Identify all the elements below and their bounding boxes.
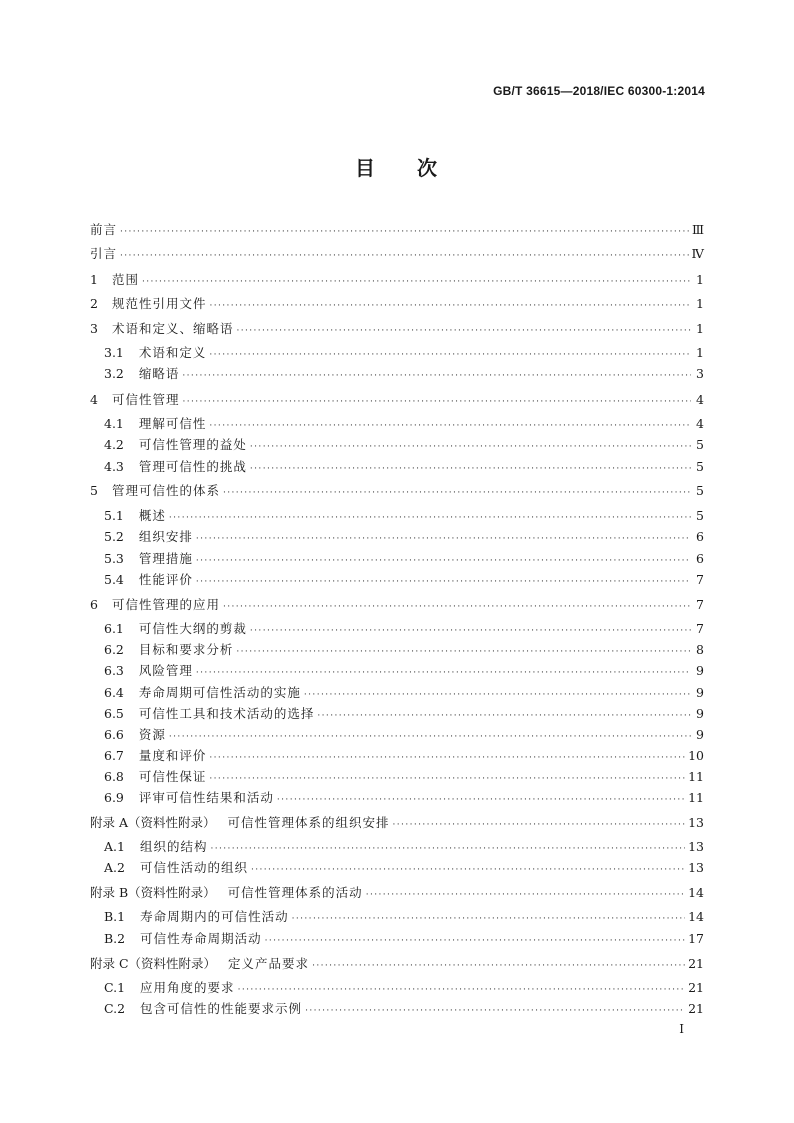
toc-entry-label: 寿命周期可信性活动的实施: [138, 685, 301, 700]
toc-entry-page: 21: [688, 980, 704, 995]
toc-entry[interactable]: [104, 620, 704, 638]
toc-entry-number: 6.3: [104, 663, 124, 678]
toc-entry-page: 9: [696, 663, 704, 678]
toc-leader-dots: [317, 707, 691, 725]
toc-entry-number: C.2: [104, 1001, 126, 1016]
toc-entry-label: 量度和评价: [138, 748, 207, 763]
toc-entry[interactable]: [104, 1000, 704, 1018]
toc-leader-dots: [366, 886, 685, 904]
toc-leader-dots: [265, 932, 685, 950]
toc-entry[interactable]: [104, 979, 704, 997]
toc-entry-number: 附录 C（资料性附录）: [90, 956, 217, 971]
toc-entry[interactable]: [104, 458, 704, 476]
toc-leader-dots: [196, 530, 691, 548]
toc-leader-dots: [182, 393, 691, 411]
toc-leader-dots: [304, 686, 691, 704]
toc-leader-dots: [210, 840, 685, 858]
toc-entry-number: 6.5: [104, 706, 124, 721]
toc-entry-number: 附录 A（资料性附录）: [90, 815, 216, 830]
toc-entry-number: 6.4: [104, 685, 124, 700]
toc-entry-page: 11: [688, 769, 704, 784]
toc-leader-dots: [142, 273, 691, 291]
toc-entry-page: 10: [688, 748, 704, 763]
page-title-left: 目: [355, 156, 377, 180]
toc-entry-number: 6.7: [104, 748, 124, 763]
toc-leader-dots: [169, 728, 691, 746]
toc-entry-number: A.2: [104, 860, 125, 875]
toc-entry[interactable]: [104, 684, 704, 702]
toc-entry[interactable]: [104, 768, 704, 786]
toc-entry-number: 3: [90, 321, 98, 336]
toc-entry-label: 管理可信性的体系: [111, 483, 220, 498]
toc-entry-label: 定义产品要求: [228, 956, 310, 971]
toc-entry[interactable]: [90, 320, 704, 338]
toc-entry-page: 1: [696, 345, 704, 360]
toc-leader-dots: [223, 484, 691, 502]
toc-leader-dots: [250, 438, 691, 456]
toc-entry-label: 评审可信性结果和活动: [138, 790, 274, 805]
toc-leader-dots: [120, 247, 688, 265]
toc-entry-number: 3.1: [104, 345, 124, 360]
toc-entry[interactable]: [90, 391, 704, 409]
toc-entry-page: 13: [688, 860, 704, 875]
toc-entry[interactable]: [90, 814, 704, 832]
toc-entry-page: 5: [696, 459, 704, 474]
toc-entry[interactable]: [104, 507, 704, 525]
toc-entry-label: 应用角度的要求: [140, 980, 235, 995]
toc-entry-page: 21: [688, 956, 704, 971]
toc-entry[interactable]: [104, 789, 704, 807]
toc-entry-label: 可信性活动的组织: [139, 860, 248, 875]
toc-leader-dots: [209, 346, 691, 364]
toc-entry-label: 寿命周期内的可信性活动: [140, 909, 289, 924]
toc-entry-page: 1: [696, 296, 704, 311]
page-number: I: [679, 1022, 684, 1036]
toc-entry-label: 管理措施: [138, 551, 193, 566]
toc-entry-number: 5.2: [104, 529, 124, 544]
toc-entry-page: 14: [688, 885, 704, 900]
toc-entry-number: 4.1: [104, 416, 124, 431]
toc-leader-dots: [169, 509, 691, 527]
toc-entry-label: 风险管理: [138, 663, 193, 678]
toc-leader-dots: [182, 367, 691, 385]
toc-entry-label: 可信性管理: [111, 392, 180, 407]
toc-entry[interactable]: [90, 482, 704, 500]
toc-leader-dots: [209, 417, 691, 435]
toc-entry-label: 概述: [138, 508, 166, 523]
toc-entry-label: 可信性管理体系的组织安排: [227, 815, 390, 830]
toc-entry[interactable]: [90, 596, 704, 614]
toc-entry[interactable]: [104, 571, 704, 589]
toc-entry[interactable]: [104, 908, 704, 926]
toc-entry-number: 4.2: [104, 437, 124, 452]
toc-entry-label: 引言: [90, 246, 118, 261]
page-title-right: 次: [417, 156, 439, 180]
toc-entry-page: 6: [696, 551, 704, 566]
toc-entry-label: 可信性寿命周期活动: [140, 931, 262, 946]
toc-entry-page: 9: [696, 706, 704, 721]
toc-entry-page: 3: [696, 366, 704, 381]
toc-entry-number: 3.2: [104, 366, 124, 381]
toc-leader-dots: [236, 643, 691, 661]
toc-entry-page: 6: [696, 529, 704, 544]
toc-entry-number: C.1: [104, 980, 126, 995]
toc-entry-page: 8: [696, 642, 704, 657]
toc-entry-number: 4: [90, 392, 98, 407]
toc-entry-page: 4: [696, 392, 704, 407]
toc-entry-page: 21: [688, 1001, 704, 1016]
toc-entry[interactable]: [104, 550, 704, 568]
toc-leader-dots: [209, 297, 691, 315]
toc-entry-label: 理解可信性: [138, 416, 207, 431]
toc-entry-page: 13: [688, 815, 704, 830]
toc-entry-number: 5.4: [104, 572, 124, 587]
toc-entry-label: 目标和要求分析: [138, 642, 234, 657]
toc-entry-page: 13: [688, 839, 704, 854]
toc-leader-dots: [209, 749, 685, 767]
toc-entry-page: Ⅳ: [691, 246, 704, 261]
toc-entry-page: 9: [696, 727, 704, 742]
toc-entry-page: 1: [696, 272, 704, 287]
toc-entry-label: 可信性大纲的剪裁: [138, 621, 247, 636]
toc-entry-number: 6.8: [104, 769, 124, 784]
toc-entry[interactable]: [104, 859, 704, 877]
toc-entry-page: 7: [696, 597, 704, 612]
toc-entry-page: 5: [696, 508, 704, 523]
toc-entry-label: 可信性管理的应用: [111, 597, 220, 612]
toc-entry-number: 6.9: [104, 790, 124, 805]
toc-entry-label: 管理可信性的挑战: [138, 459, 247, 474]
toc-entry-number: A.1: [104, 839, 125, 854]
toc-entry-page: 9: [696, 685, 704, 700]
toc-entry-number: 6.1: [104, 621, 124, 636]
toc-entry[interactable]: [104, 747, 704, 765]
toc-entry[interactable]: [104, 344, 704, 362]
toc-leader-dots: [236, 322, 691, 340]
toc-entry-number: B.2: [104, 931, 126, 946]
toc-entry-page: 4: [696, 416, 704, 431]
toc-leader-dots: [251, 861, 685, 879]
toc-entry[interactable]: [90, 221, 704, 239]
toc-entry-label: 规范性引用文件: [111, 296, 207, 311]
toc-leader-dots: [393, 816, 686, 834]
toc-entry[interactable]: [104, 415, 704, 433]
toc-entry-number: 5.1: [104, 508, 124, 523]
toc-entry-number: 2: [90, 296, 98, 311]
toc-entry-label: 术语和定义: [138, 345, 207, 360]
toc-entry-label: 组织安排: [138, 529, 193, 544]
toc-entry[interactable]: [104, 838, 704, 856]
toc-entry-number: 6.2: [104, 642, 124, 657]
toc-entry-label: 资源: [138, 727, 166, 742]
toc-leader-dots: [305, 1002, 685, 1020]
toc-entry-label: 术语和定义、缩略语: [111, 321, 234, 336]
toc-entry[interactable]: [104, 365, 704, 383]
toc-leader-dots: [209, 770, 685, 788]
toc-entry-label: 可信性工具和技术活动的选择: [138, 706, 315, 721]
toc-entry-label: 可信性管理的益处: [138, 437, 247, 452]
toc-entry-label: 范围: [111, 272, 139, 287]
toc-entry[interactable]: [104, 930, 704, 948]
toc-leader-dots: [196, 664, 691, 682]
toc-entry[interactable]: [104, 641, 704, 659]
toc-entry-page: 7: [696, 572, 704, 587]
toc-entry[interactable]: [90, 271, 704, 289]
toc-leader-dots: [120, 223, 689, 241]
toc-entry-page: 7: [696, 621, 704, 636]
toc-entry-number: 1: [90, 272, 98, 287]
toc-entry-page: Ⅲ: [691, 222, 704, 237]
toc-entry-label: 组织的结构: [139, 839, 208, 854]
toc-entry-page: 1: [696, 321, 704, 336]
toc-entry[interactable]: [104, 726, 704, 744]
toc-entry[interactable]: [90, 955, 704, 973]
toc-leader-dots: [250, 622, 691, 640]
toc-entry-page: 5: [696, 437, 704, 452]
toc-leader-dots: [292, 910, 685, 928]
toc-entry[interactable]: [104, 705, 704, 723]
toc-entry-number: 附录 B（资料性附录）: [90, 885, 216, 900]
toc-entry-page: 11: [688, 790, 704, 805]
toc-entry-label: 包含可信性的性能要求示例: [140, 1001, 303, 1016]
toc-entry-label: 缩略语: [138, 366, 180, 381]
toc-entry-number: 5.3: [104, 551, 124, 566]
toc-entry-label: 性能评价: [138, 572, 193, 587]
document-code: GB/T 36615—2018/IEC 60300-1:2014: [493, 84, 705, 98]
toc-entry-number: B.1: [104, 909, 126, 924]
toc-entry[interactable]: [90, 884, 704, 902]
toc-entry[interactable]: [104, 528, 704, 546]
toc-leader-dots: [250, 460, 691, 478]
toc-entry-number: 4.3: [104, 459, 124, 474]
toc-entry-page: 14: [688, 909, 704, 924]
toc-entry[interactable]: [90, 245, 704, 263]
toc-entry[interactable]: [90, 295, 704, 313]
toc-entry-page: 5: [696, 483, 704, 498]
toc-leader-dots: [196, 573, 691, 591]
toc-leader-dots: [238, 981, 686, 999]
toc-entry-page: 17: [688, 931, 704, 946]
toc-leader-dots: [223, 598, 691, 616]
toc-leader-dots: [196, 552, 691, 570]
toc-entry[interactable]: [104, 436, 704, 454]
toc-entry[interactable]: [104, 662, 704, 680]
toc-entry-label: 可信性保证: [138, 769, 207, 784]
toc-leader-dots: [312, 957, 685, 975]
toc-entry-number: 6.6: [104, 727, 124, 742]
toc-leader-dots: [277, 791, 685, 809]
toc-entry-number: 6: [90, 597, 98, 612]
toc-entry-number: 5: [90, 483, 98, 498]
toc-entry-label: 可信性管理体系的活动: [227, 885, 363, 900]
toc-entry-label: 前言: [90, 222, 118, 237]
